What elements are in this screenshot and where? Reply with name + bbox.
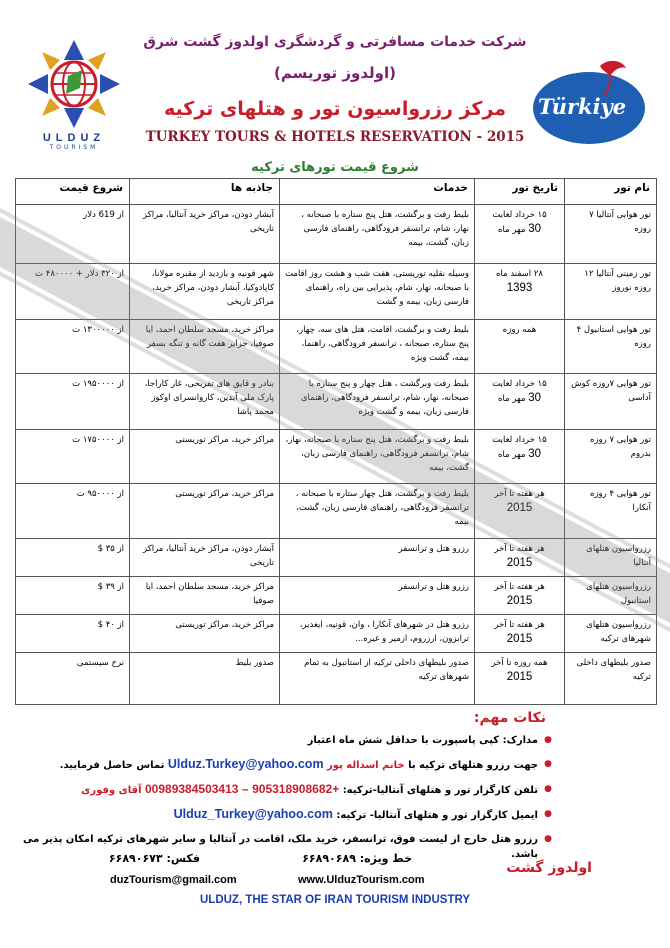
date-text: هر هفته تا آخر	[494, 489, 545, 499]
tour-date	[475, 374, 565, 430]
tour-services: صدور بلیطهای داخلی ترکیه از استانبول به تمام شهرهای ترکیه	[280, 653, 475, 705]
brand-subtitle: (اولدوز توریسم)	[274, 64, 396, 82]
agent-phone-iran[interactable]: 00989384503413	[145, 782, 239, 796]
tour-name: تور هوایی ۷ روزه بدروم	[565, 430, 657, 484]
agent-email-link[interactable]: Ulduz_Turkey@yahoo.com	[173, 807, 333, 821]
ulduz-logo	[14, 38, 134, 151]
tour-price: از ۳۵ $	[16, 539, 130, 577]
tour-name: رزرواسیون هتلهای آنتالیا	[565, 539, 657, 577]
notes-title: نکات مهم:	[473, 710, 546, 726]
tour-services: بلیط رفت و برگشت، اقامت، هتل های سه، چهار، پنج ستاره، صبحانه ، ترانسفر فرودگاهی، راهنما، بیمه، گشت ویژه	[280, 320, 475, 374]
table-row	[16, 484, 657, 539]
tour-attractions: آبشار دودن، مراکز خرید آنتالیا، مراکز تاریخی	[130, 539, 280, 577]
tour-price: از ۳۹ $	[16, 577, 130, 615]
date-tail: مهر ماه	[498, 225, 526, 235]
tour-name: تور هوایی استانبول ۴ روزه	[565, 320, 657, 374]
tour-name: صدور بلیطهای داخلی ترکیه	[565, 653, 657, 705]
tour-services: رزرو هتل و ترانسفر	[280, 577, 475, 615]
footer-fax: فکس: ۶۶۸۹۰۶۷۳	[108, 852, 200, 865]
date-text: همه روزه تا آخر	[491, 658, 548, 668]
date-number: 30	[528, 448, 541, 460]
tour-price: از ۱۷۵۰۰۰۰ ت	[16, 430, 130, 484]
date-text: هر هفته تا آخر	[494, 544, 545, 554]
note-documents	[18, 733, 538, 748]
date-number: 30	[528, 392, 541, 404]
date-text: ۱۵ خرداد لغایت	[492, 379, 547, 389]
tour-name: تور هوایی ۴ روزه آنکارا	[565, 484, 657, 539]
turkiye-logo-text: Türkiye	[538, 94, 627, 119]
tour-attractions: مراکز خرید، مسجد سلطان احمد، ایا صوفیا	[130, 577, 280, 615]
tour-services: بلیط رفت وبرگشت ، هتل چهار و پنج ستاره با صبحانه، نهار، شام، ترانسفر فرودگاهی، راهنمای فارسی زبان، بیمه و گشت ویژه	[280, 374, 475, 430]
table-header-row	[16, 179, 657, 205]
tour-date	[475, 653, 565, 705]
header-tour-name: نام تور	[565, 179, 657, 205]
note-text: مدارک: کپی پاسپورت با حداقل شش ماه اعتبار	[307, 735, 538, 746]
date-number: 30	[528, 223, 541, 235]
tours-table	[15, 178, 657, 705]
note-text: جهت رزرو هتلهای ترکیه با	[408, 760, 538, 771]
note-text: رزرو هتل خارج از لیست فوق، ترانسفر، خرید ملک، اقامت در آنتالیا و سایر شهرهای ترکیه امکان پذیر می باشد.	[23, 834, 538, 860]
notes-list	[18, 733, 552, 871]
table-row	[16, 577, 657, 615]
header-attractions: جاذبه ها	[130, 179, 280, 205]
tour-services: بلیط رفت و برگشت، هتل چهار ستاره با صبحانه ، ترانسفر فرودگاهی، راهنمای فارسی زبان، گشت، بیمه	[280, 484, 475, 539]
note-text: تماس حاصل فرمایید.	[59, 760, 165, 771]
note-agent-email	[18, 807, 538, 823]
tour-date	[475, 539, 565, 577]
date-number: 2015	[506, 557, 533, 569]
date-text: ۱۵ خرداد لغایت	[492, 435, 547, 445]
tour-services: بلیط رفت و برگشت، هتل پنج ستاره با صبحانه، نهار، شام، ترانسفر فرودگاهی، راهنمای فارسی زبان، گشت، بیمه	[280, 430, 475, 484]
tour-date	[475, 615, 565, 653]
table-row	[16, 430, 657, 484]
date-number: 2015	[506, 671, 533, 683]
date-text: هر هفته تا آخر	[494, 620, 545, 630]
date-text: همه روزه	[502, 325, 537, 335]
tour-date	[475, 430, 565, 484]
date-number: 1393	[506, 282, 533, 294]
table-row	[16, 615, 657, 653]
date-number: 2015	[506, 502, 533, 514]
contact-person: خانم اسداله پور	[327, 760, 405, 771]
company-name: شرکت خدمات مسافرتی و گردشگری اولدوز گشت شرق	[143, 34, 527, 50]
tour-name: رزرواسیون هتلهای شهرهای ترکیه	[565, 615, 657, 653]
tour-name: تور هوایی آنتالیا ۷ روزه	[565, 205, 657, 264]
tour-attractions: آبشار دودن، مراکز خرید آنتالیا، مراکز تاریخی	[130, 205, 280, 264]
tour-date	[475, 320, 565, 374]
tour-services: وسیله نقلیه توریستی، هفت شب و هشت روز اقامت با صبحانه، نهار، شام، پذیرایی بین راه، راهنمای فارسی زبان، بیمه و گشت	[280, 264, 475, 320]
tour-date	[475, 264, 565, 320]
phone-separator: –	[241, 782, 249, 796]
tour-price: از ۱۳۰۰۰۰۰ ت	[16, 320, 130, 374]
footer-brand: اولدوز گشت	[506, 860, 592, 876]
tour-name: تور زمینی آنتالیا ۱۲ روزه نوروز	[565, 264, 657, 320]
tour-price: از ۱۹۵۰۰۰۰ ت	[16, 374, 130, 430]
tour-attractions: مراکز خرید، مراکز توریستی	[130, 430, 280, 484]
tour-price: نرخ سیستمی	[16, 653, 130, 705]
header-start-price: شروع قیمت	[16, 179, 130, 205]
agent-name: آقای وفوری	[81, 785, 142, 796]
tour-name: تور هوایی ۷روزه کوش آداسی	[565, 374, 657, 430]
table-row	[16, 205, 657, 264]
date-text: ۱۵ خرداد لغایت	[492, 210, 547, 220]
tour-price: از ۴۰ $	[16, 615, 130, 653]
tour-date	[475, 205, 565, 264]
footer-hotline: خط ویژه: ۶۶۸۹۰۶۸۹	[302, 852, 412, 865]
tour-price: از ۳۲۰ دلار + ۴۸۰۰۰۰ ت	[16, 264, 130, 320]
turkiye-logo	[530, 56, 648, 148]
footer-email-link[interactable]: duzTourism@gmail.com	[110, 874, 237, 886]
tour-price: از 619 دلار	[16, 205, 130, 264]
note-other-services	[18, 832, 538, 862]
table-row	[16, 653, 657, 705]
tour-services: بلیط رفت و برگشت، هتل پنج ستاره با صبحانه ، نهار، شام، ترانسفر فرودگاهی، راهنمای فارسی زبان، گشت، بیمه	[280, 205, 475, 264]
booking-email-link[interactable]: Ulduz.Turkey@yahoo.com	[167, 757, 324, 771]
date-text: هر هفته تا آخر	[494, 582, 545, 592]
agent-phone-turkey[interactable]: +905318908682	[252, 782, 340, 796]
tour-attractions: شهر قونیه و بازدید از مقبره مولانا، کاپادوکیا، آبشار دودن، مراکز خرید، مراکز تاریخی	[130, 264, 280, 320]
date-number: 2015	[506, 595, 533, 607]
tour-attractions: بنادر و قایق های تفریحی، غار کاراجا، پارک ملی آبدین، کاروانسرای اوکوز محمد پاشا	[130, 374, 280, 430]
tour-services: رزرو هتل و ترانسفر	[280, 539, 475, 577]
table-row	[16, 374, 657, 430]
footer-website-link[interactable]: www.UlduzTourism.com	[298, 874, 425, 886]
note-agent-phone	[18, 782, 538, 798]
center-title: مرکز رزرواسیون تور و هتلهای ترکیه	[163, 98, 507, 120]
tour-attractions: مراکز خرید، مسجد سلطان احمد، ایا صوفیا، جزایر هفت گانه و تنگه بسفر	[130, 320, 280, 374]
note-text: تلفن کارگزار تور و هتلهای آنتالیا-ترکیه:	[342, 785, 538, 796]
ulduz-logo-subtext: TOURISM	[49, 144, 99, 151]
table-row	[16, 320, 657, 374]
tour-price: از ۹۵۰۰۰۰ ت	[16, 484, 130, 539]
header-tour-date: تاریخ تور	[475, 179, 565, 205]
tour-attractions: مراکز خرید، مراکز توریستی	[130, 615, 280, 653]
table-row	[16, 539, 657, 577]
footer-tagline: ULDUZ, THE STAR OF IRAN TOURISM INDUSTRY	[199, 894, 471, 906]
header-services: خدمات	[280, 179, 475, 205]
tour-attractions: صدور بلیط	[130, 653, 280, 705]
english-title: TURKEY TOURS & HOTELS RESERVATION - 2015	[145, 129, 525, 145]
price-section-title: شروع قیمت تورهای ترکیه	[251, 160, 419, 175]
date-number: 2015	[506, 633, 533, 645]
ulduz-star-globe-icon	[14, 38, 134, 134]
date-tail: مهر ماه	[498, 394, 526, 404]
date-tail: مهر ماه	[498, 450, 526, 460]
tour-attractions: مراکز خرید، مراکز توریستی	[130, 484, 280, 539]
tour-name: رزرواسیون هتلهای استانبول	[565, 577, 657, 615]
ulduz-logo-text: ULDUZ	[42, 132, 106, 144]
table-row	[16, 264, 657, 320]
tour-date	[475, 577, 565, 615]
note-hotel-booking	[18, 757, 538, 773]
date-text: ۲۸ اسفند ماه	[496, 269, 543, 279]
note-text: ایمیل کارگزار تور و هتلهای آنتالیا- ترکیه:	[336, 810, 538, 821]
tour-services: رزرو هتل در شهرهای آنکارا ، وان، قونیه، ایغدیر، ترابزون، ارزروم، ازمیر و غیره...	[280, 615, 475, 653]
tour-date	[475, 484, 565, 539]
